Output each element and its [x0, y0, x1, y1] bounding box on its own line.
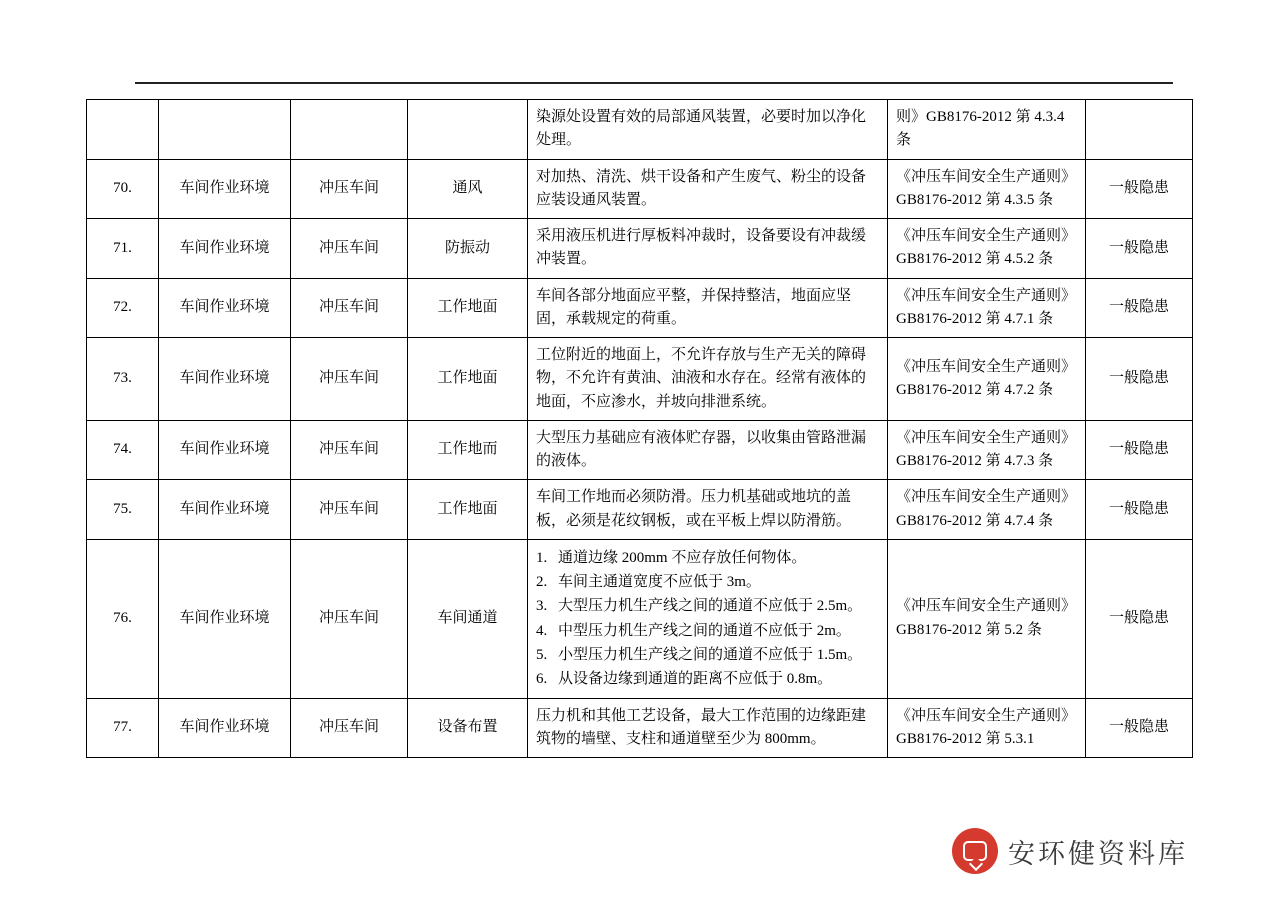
row-category: [159, 100, 291, 160]
row-number: 75.: [87, 480, 159, 540]
row-description: 对加热、清洗、烘干设备和产生废气、粉尘的设备应装设通风装置。: [528, 159, 888, 219]
wechat-logo-icon: [952, 828, 998, 874]
table-row: [87, 219, 1193, 279]
row-number: 76.: [87, 539, 159, 698]
table-row: [87, 539, 1193, 698]
row-reference: 《冲压车间安全生产通则》GB8176-2012 第 4.5.2 条: [888, 219, 1086, 279]
row-number: 71.: [87, 219, 159, 279]
row-workshop: 冲压车间: [291, 698, 408, 758]
row-reference: 《冲压车间安全生产通则》GB8176-2012 第 4.7.4 条: [888, 480, 1086, 540]
table-row: [87, 338, 1193, 421]
table-row: [87, 100, 1193, 160]
list-item: 3. 大型压力机生产线之间的通道不应低于 2.5m。: [536, 598, 863, 615]
row-category: 车间作业环境: [159, 338, 291, 421]
row-description: 车间各部分地面应平整，并保持整洁，地面应坚固，承载规定的荷重。: [528, 278, 888, 338]
table-row: [87, 698, 1193, 758]
list-item: 1. 通道边缘 200mm 不应存放任何物体。: [536, 549, 807, 566]
list-item: 2. 车间主通道宽度不应低于 3m。: [536, 574, 761, 591]
row-reference: 《冲压车间安全生产通则》GB8176-2012 第 5.3.1: [888, 698, 1086, 758]
row-category: 车间作业环境: [159, 420, 291, 480]
row-number: 77.: [87, 698, 159, 758]
watermark-label: 安环健资料库: [1008, 838, 1188, 869]
row-description: 车间工作地而必须防滑。压力机基础或地坑的盖板，必须是花纹钢板，或在平板上焊以防滑筋。: [528, 480, 888, 540]
row-workshop: [291, 100, 408, 160]
row-workshop: 冲压车间: [291, 159, 408, 219]
row-level: 一般隐患: [1086, 278, 1193, 338]
row-reference: 《冲压车间安全生产通则》GB8176-2012 第 4.3.5 条: [888, 159, 1086, 219]
row-reference: 《冲压车间安全生产通则》GB8176-2012 第 4.7.1 条: [888, 278, 1086, 338]
row-level: 一般隐患: [1086, 219, 1193, 279]
row-category: 车间作业环境: [159, 480, 291, 540]
row-reference: 《冲压车间安全生产通则》GB8176-2012 第 5.2 条: [888, 539, 1086, 698]
row-description: 大型压力基础应有液体贮存器，以收集由管路泄漏的液体。: [528, 420, 888, 480]
row-item: 工作地面: [408, 338, 528, 421]
row-number: 72.: [87, 278, 159, 338]
table-row: [87, 480, 1193, 540]
row-level: 一般隐患: [1086, 420, 1193, 480]
row-item: 工作地面: [408, 480, 528, 540]
row-reference: 则》GB8176-2012 第 4.3.4 条: [888, 100, 1086, 160]
row-number: 74.: [87, 420, 159, 480]
row-workshop: 冲压车间: [291, 539, 408, 698]
description-ordered-list: [536, 546, 879, 692]
row-number: 73.: [87, 338, 159, 421]
row-item: 防振动: [408, 219, 528, 279]
row-level: 一般隐患: [1086, 338, 1193, 421]
row-description: 压力机和其他工艺设备，最大工作范围的边缘距建筑物的墙壁、支柱和通道壁至少为 800mm。: [528, 698, 888, 758]
row-reference: 《冲压车间安全生产通则》GB8176-2012 第 4.7.2 条: [888, 338, 1086, 421]
row-level: 一般隐患: [1086, 159, 1193, 219]
row-description: 工位附近的地面上，不允许存放与生产无关的障碍物，不允许有黄油、油液和水存在。经常有液体的地面，不应渗水，并坡向排泄系统。: [528, 338, 888, 421]
row-item: 设备布置: [408, 698, 528, 758]
table-row: [87, 278, 1193, 338]
row-reference: 《冲压车间安全生产通则》GB8176-2012 第 4.7.3 条: [888, 420, 1086, 480]
row-category: 车间作业环境: [159, 219, 291, 279]
row-number: 70.: [87, 159, 159, 219]
row-description-list: [528, 539, 888, 698]
row-workshop: 冲压车间: [291, 219, 408, 279]
row-workshop: 冲压车间: [291, 420, 408, 480]
row-number: [87, 100, 159, 160]
row-item: 工作地面: [408, 278, 528, 338]
list-item: 6. 从设备边缘到通道的距离不应低于 0.8m。: [536, 671, 833, 688]
row-level: [1086, 100, 1193, 160]
row-description: 染源处设置有效的局部通风装置，必要时加以净化处理。: [528, 100, 888, 160]
row-item: 工作地而: [408, 420, 528, 480]
row-category: 车间作业环境: [159, 278, 291, 338]
row-workshop: 冲压车间: [291, 338, 408, 421]
list-item: 5. 小型压力机生产线之间的通道不应低于 1.5m。: [536, 646, 863, 663]
table-row: [87, 159, 1193, 219]
row-item: [408, 100, 528, 160]
row-level: 一般隐患: [1086, 480, 1193, 540]
row-item: 通风: [408, 159, 528, 219]
row-item: 车间通道: [408, 539, 528, 698]
row-category: 车间作业环境: [159, 159, 291, 219]
row-level: 一般隐患: [1086, 539, 1193, 698]
header-rule: [135, 82, 1173, 84]
watermark: [952, 828, 1188, 874]
list-item: 4. 中型压力机生产线之间的通道不应低于 2m。: [536, 622, 851, 639]
row-level: 一般隐患: [1086, 698, 1193, 758]
row-category: 车间作业环境: [159, 539, 291, 698]
table-row: [87, 420, 1193, 480]
hazard-checklist-table: [86, 99, 1193, 758]
row-category: 车间作业环境: [159, 698, 291, 758]
row-workshop: 冲压车间: [291, 480, 408, 540]
row-description: 采用液压机进行厚板料冲裁时，设备要设有冲裁缓冲装置。: [528, 219, 888, 279]
row-workshop: 冲压车间: [291, 278, 408, 338]
